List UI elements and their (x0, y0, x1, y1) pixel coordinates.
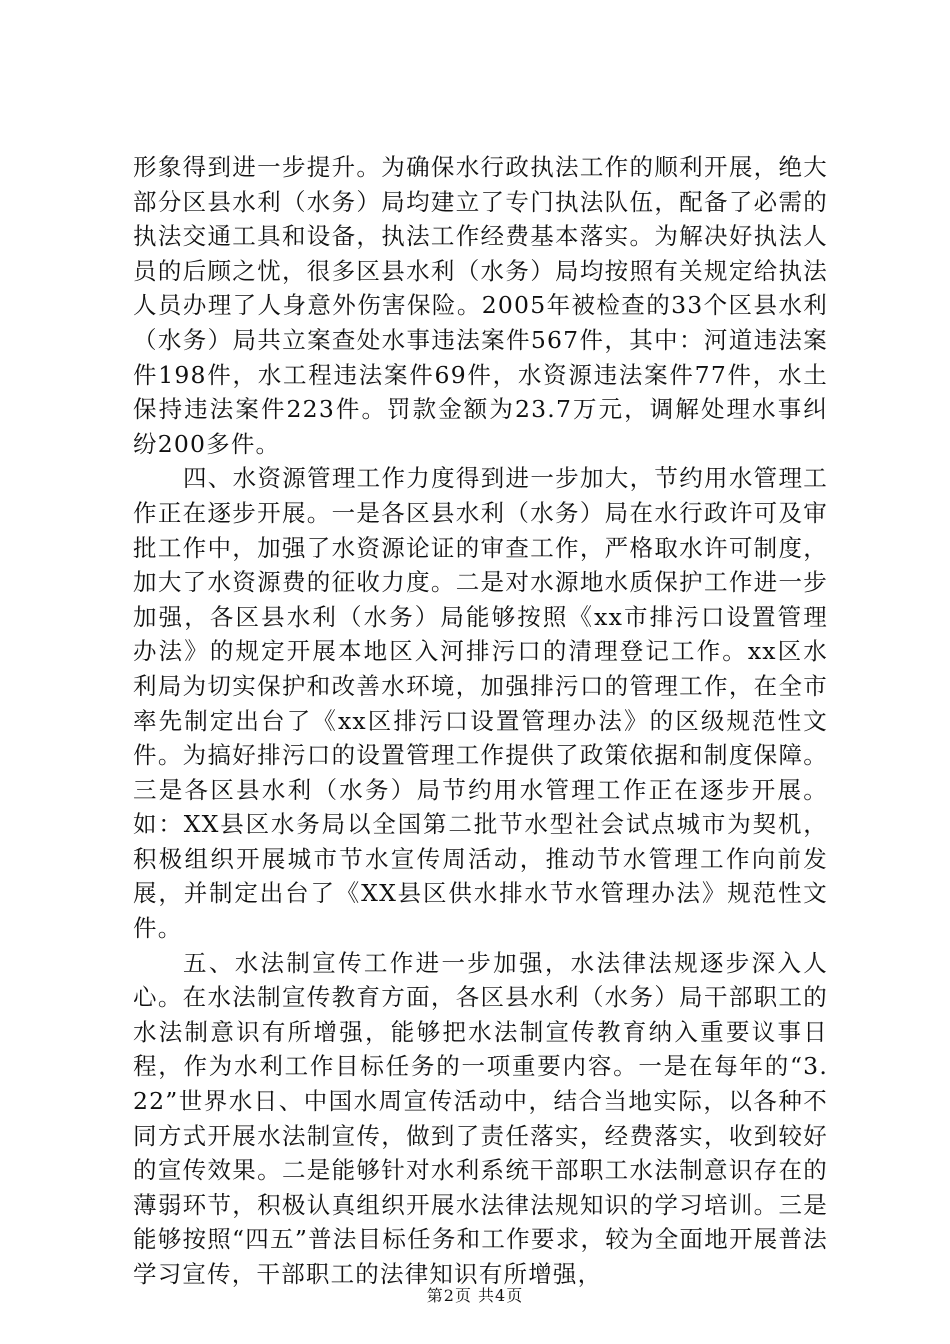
page-number-footer: 第2页 共4页 (426, 1286, 524, 1305)
paragraph-2-water-resources: 四、水资源管理工作力度得到进一步加大，节约用水管理工作正在逐步开展。一是各区县水利（水务）局在水行政许可及审批工作中，加强了水资源论证的审查工作，严格取水许可制度，加大了水资源费的征收力度。二是对水源地水质保护工作进一步加强，各区县水利（水务）局能够按照《xx市排污口设置管理办法》的规定开展本地区入河排污口的清理登记工作。xx区水利局为切实保护和改善水环境，加强排污口的管理工作，在全市率先制定出台了《xx区排污口设置管理办法》的区级规范性文件。为搞好排污口的设置管理工作提供了政策依据和制度保障。三是各区县水利（水务）局节约用水管理工作正在逐步开展。如：XX县区水务局以全国第二批节水型社会试点城市为契机，积极组织开展城市节水宣传周活动，推动节水管理工作向前发展，并制定出台了《XX县区供水排水节水管理办法》规范性文件。 (133, 464, 828, 943)
paragraph-3-legal-publicity: 五、水法制宣传工作进一步加强，水法律法规逐步深入人心。在水法制宣传教育方面，各区县水利（水务）局干部职工的水法制意识有所增强，能够把水法制宣传教育纳入重要议事日程，作为水利工作目标任务的一项重要内容。一是在每年的“3.22”世界水日、中国水周宣传活动中，结合当地实际，以各种不同方式开展水法制宣传，做到了责任落实，经费落实，收到较好的宣传效果。二是能够针对水利系统干部职工水法制意识存在的薄弱环节，积极认真组织开展水法律法规知识的学习培训。三是能够按照“四五”普法目标任务和工作要求，较为全面地开展普法学习宣传，干部职工的法律知识有所增强， (133, 948, 828, 1288)
document-body (133, 150, 828, 1292)
paragraph-1: 形象得到进一步提升。为确保水行政执法工作的顺利开展，绝大部分区县水利（水务）局均建立了专门执法队伍，配备了必需的执法交通工具和设备，执法工作经费基本落实。为解决好执法人员的后顾之忧，很多区县水利（水务）局均按照有关规定给执法人员办理了人身意外伤害保险。2005年被检查的33个区县水利（水务）局共立案查处水事违法案件567件，其中：河道违法案件198件，水工程违法案件69件，水资源违法案件77件，水土保持违法案件223件。罚款金额为23.7万元，调解处理水事纠纷200多件。 (133, 153, 828, 458)
